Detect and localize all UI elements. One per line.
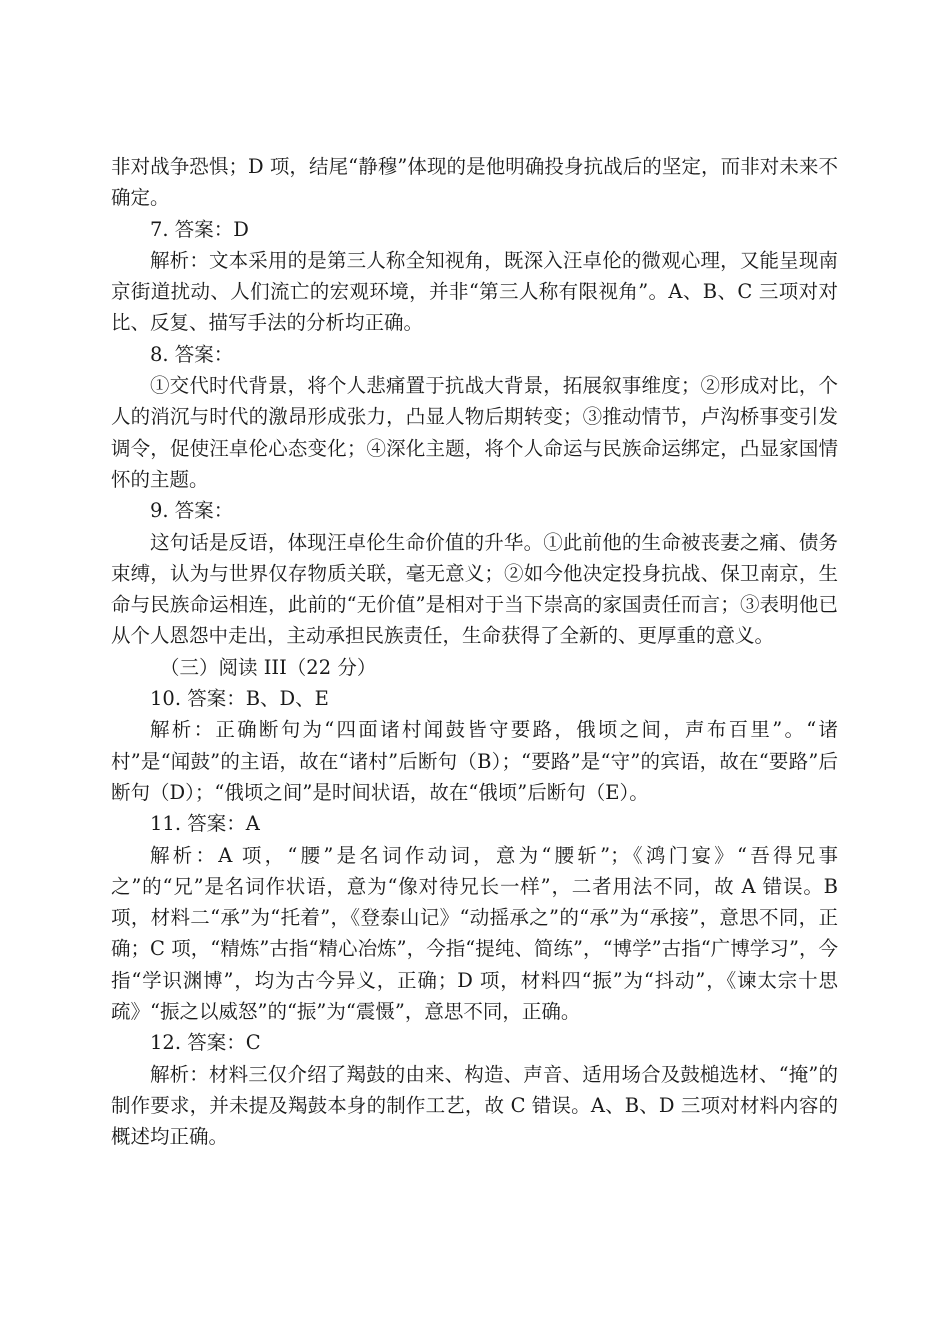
- paragraph-continuation: 非对战争恐惧；D 项，结尾“静穆”体现的是他明确投身抗战后的坚定，而非对未来不确定。: [111, 155, 838, 210]
- answer-11-heading: 11. 答案：A: [150, 812, 260, 836]
- document-body: [111, 151, 838, 1153]
- answer-8-heading: 8. 答案：: [150, 342, 234, 366]
- answer-12-heading: 12. 答案：C: [150, 1031, 261, 1055]
- answer-11-analysis: 解析：A 项，“腰”是名词作动词，意为“腰斩”；《鸿门宴》“吾得兄事之”的“兄”是名词作状语，意为“像对待兄长一样”，二者用法不同，故 A 错误。B 项，材料二“承”为“托着”，《登泰山记》“动摇承之”的“承”为“承接”，意思不同，正确；C 项，“精炼”古指“精心冶炼”，今指“提纯、简练”，“博学”古指“广博学习”，今指“学识渊博”，均为古今异义，正确；D 项，材料四“振”为“抖动”，《谏太宗十思疏》“振之以威怒”的“振”为“震慑”，意思不同，正确。: [111, 843, 838, 1024]
- section-heading-reading-3: （三）阅读 III（22 分）: [160, 655, 377, 679]
- answer-10-heading: 10. 答案：B、D、E: [150, 687, 329, 711]
- answer-12-analysis: 解析：材料三仅介绍了羯鼓的由来、构造、声音、适用场合及鼓槌选材、“掩”的制作要求，并未提及羯鼓本身的制作工艺，故 C 错误。A、B、D 三项对材料内容的概述均正确。: [111, 1062, 838, 1149]
- answer-9-heading: 9. 答案：: [150, 499, 234, 523]
- answer-10-analysis: 解析：正确断句为“四面诸村闻鼓皆守要路，俄顷之间，声布百里”。“诸村”是“闻鼓”的主语，故在“诸村”后断句（B）；“要路”是“守”的宾语，故在“要路”后断句（D）；“俄顷之间”是时间状语，故在“俄顷”后断句（E）。: [111, 718, 838, 804]
- answer-7-heading: 7. 答案：D: [150, 217, 249, 241]
- answer-7-analysis: 解析：文本采用的是第三人称全知视角，既深入汪卓伦的微观心理，又能呈现南京街道扰动、人们流亡的宏观环境，并非“第三人称有限视角”。A、B、C 三项对对比、反复、描写手法的分析均正确。: [111, 248, 838, 335]
- answer-8-body: ①交代时代背景，将个人悲痛置于抗战大背景，拓展叙事维度；②形成对比，个人的消沉与时代的激昂形成张力，凸显人物后期转变；③推动情节，卢沟桥事变引发调令，促使汪卓伦心态变化；④深化主题，将个人命运与民族命运绑定，凸显家国情怀的主题。: [111, 374, 838, 491]
- answer-9-body: 这句话是反语，体现汪卓伦生命价值的升华。①此前他的生命被丧妻之痛、债务束缚，认为与世界仅存物质关联，毫无意义；②如今他决定投身抗战、保卫南京，生命与民族命运相连，此前的“无价值”是相对于当下崇高的家国责任而言；③表明他已从个人恩怨中走出，主动承担民族责任，生命获得了全新的、更厚重的意义。: [111, 530, 838, 648]
